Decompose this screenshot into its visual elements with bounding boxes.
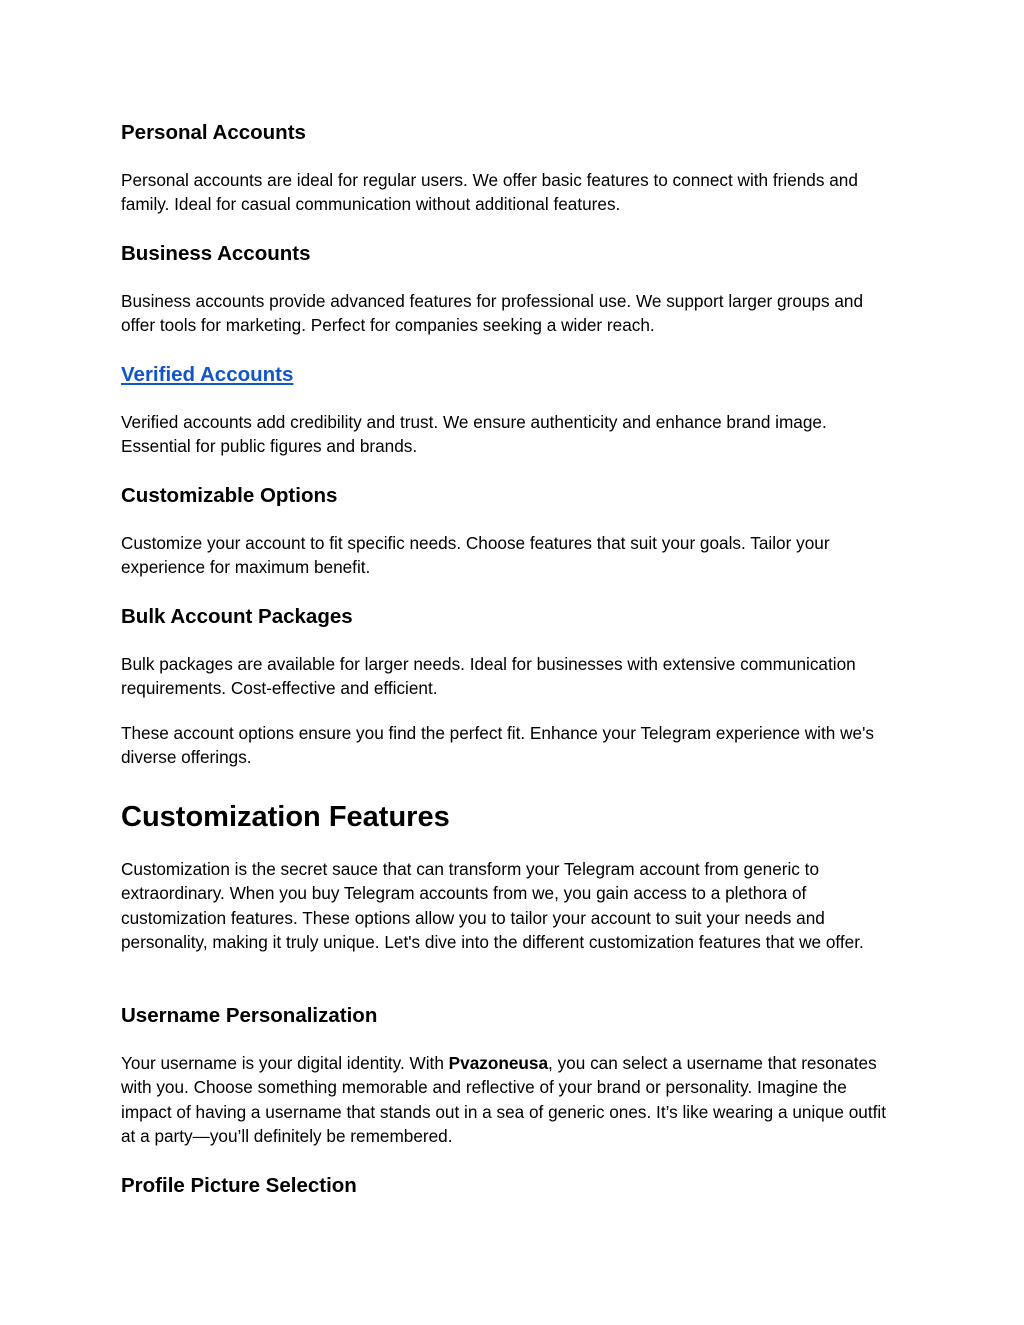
paragraph-business-accounts: Business accounts provide advanced features for professional use. We support larger groups and offer tools for marketing. Perfect for companies seeking a wider reach. <box>121 291 864 336</box>
heading-bulk-account-packages: Bulk Account Packages <box>121 605 353 628</box>
heading-customizable-options: Customizable Options <box>121 484 338 507</box>
paragraph-personal-accounts: Personal accounts are ideal for regular users. We offer basic features to connect with friends and family. Ideal for casual communication without additional features. <box>121 170 858 215</box>
paragraph-verified-accounts: Verified accounts add credibility and trust. We ensure authenticity and enhance brand image. Essential for public figures and brands. <box>121 412 827 457</box>
username-text-before: Your username is your digital identity. With <box>121 1053 449 1073</box>
heading-personal-accounts: Personal Accounts <box>121 121 306 144</box>
paragraph-customization-features: Customization is the secret sauce that can transform your Telegram account from generic to extraordinary. When you buy Telegram accounts from we, you gain access to a plethora of customization features. These options allow you to tailor your account to suit your needs and personality, making it truly unique. Let's dive into the different customization features that we offer. <box>121 859 864 953</box>
heading-customization-features: Customization Features <box>121 801 450 833</box>
heading-business-accounts: Business Accounts <box>121 242 311 265</box>
username-text-after: , you can select a username that resonates with you. Choose something memorable and reflective of your brand or personality. Imagine the impact of having a username that stands out in a sea of generic ones. It’s like wearing a unique outfit at a party—you’ll definitely be remembered. <box>121 1053 886 1147</box>
heading-username-personalization: Username Personalization <box>121 1004 378 1027</box>
heading-profile-picture-selection: Profile Picture Selection <box>121 1174 357 1197</box>
paragraph-customizable-options: Customize your account to fit specific needs. Choose features that suit your goals. Tailor your experience for maximum benefit. <box>121 533 830 578</box>
brand-name: Pvazoneusa <box>448 1053 549 1073</box>
paragraph-summary: These account options ensure you find the perfect fit. Enhance your Telegram experience with we's diverse offerings. <box>121 723 874 768</box>
link-verified-accounts[interactable]: Verified Accounts <box>121 363 294 386</box>
paragraph-username-personalization <box>121 1051 891 1149</box>
paragraph-bulk-account-packages: Bulk packages are available for larger needs. Ideal for businesses with extensive communication requirements. Cost-effective and efficient. <box>121 654 856 699</box>
